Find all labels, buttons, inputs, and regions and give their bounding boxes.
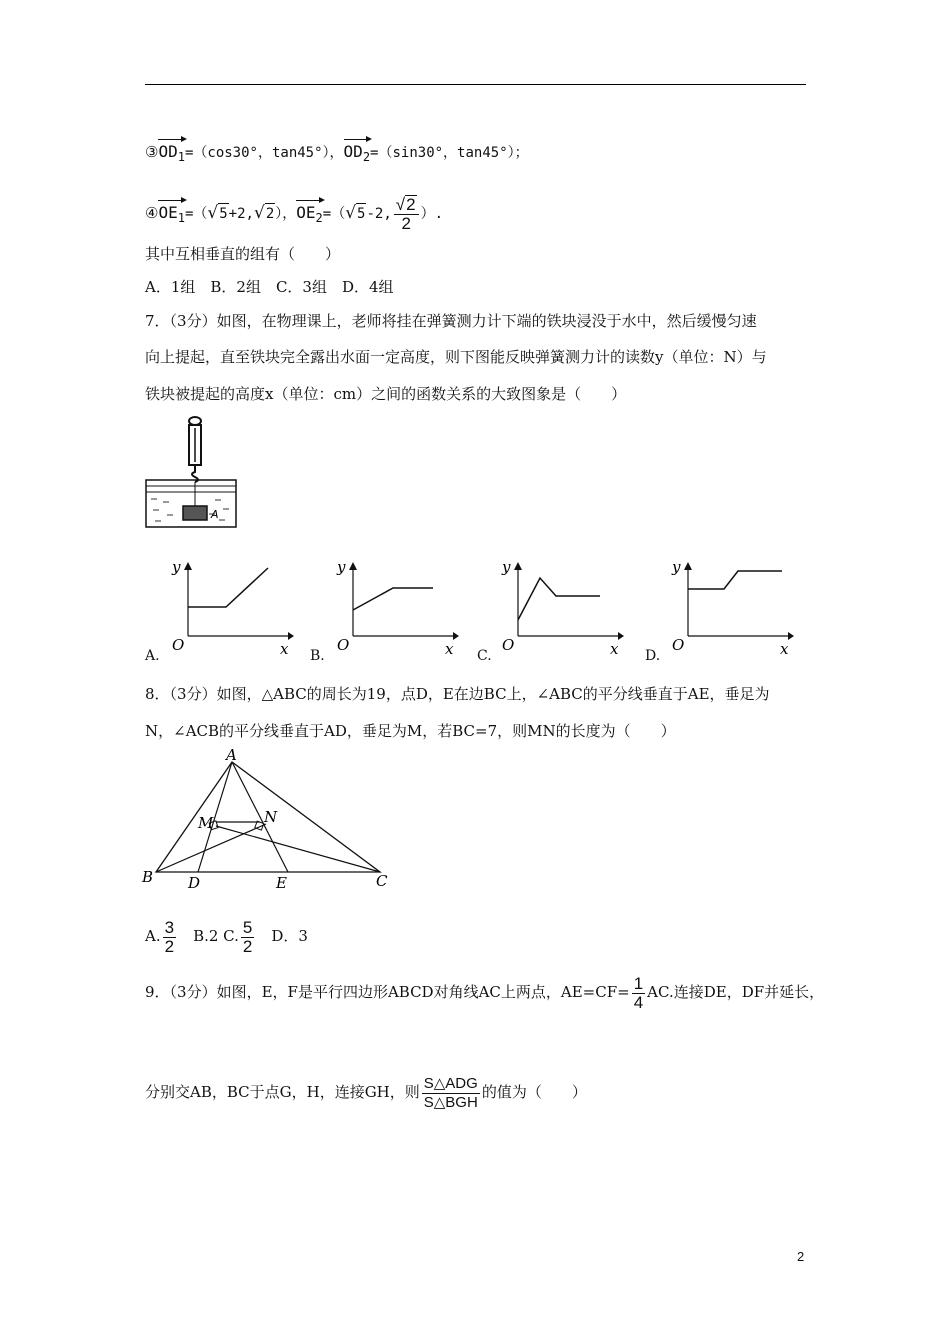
block-label: A — [211, 508, 219, 521]
fraction-sqrt2-over-2: $\frac{√2}{2}$ — [394, 195, 419, 233]
graph-a — [170, 558, 295, 658]
vector-od1: $OD_1$ — [158, 137, 185, 167]
q8-options: A. $\frac{3}{2}$ B.2 C. $\frac{5}{2}$ D．3 — [145, 917, 308, 956]
q7-line3: 铁块被提起的高度x（单位：cm）之间的函数关系的大致图象是（ ） — [145, 385, 627, 403]
graph-c — [500, 558, 625, 658]
svg-text:O: O — [502, 636, 515, 654]
svg-text:C: C — [376, 872, 388, 890]
q9-line2: 分别交AB，BC于点G，H，连接GH，则 $\frac{\text{S△ADG}}{\text{S△BGH}}$ 的值为（ ） — [145, 1074, 587, 1111]
graph-d-letter: D. — [645, 648, 661, 664]
q7-line2: 向上提起，直至铁块完全露出水面一定高度，则下图能反映弹簧测力计的读数y（单位：N）与 — [145, 348, 767, 366]
graph-d — [670, 558, 795, 658]
triangle-abc-figure — [140, 748, 400, 896]
svg-text:y: y — [337, 558, 346, 576]
svg-text:O: O — [672, 636, 685, 654]
header-rule — [145, 84, 806, 85]
svg-text:x: x — [280, 640, 289, 658]
q9-line1: 9．（3分）如图，E，F是平行四边形ABCD对角线AC上两点，AE=CF= $\frac{1}{4}$ AC.连接DE，DF并延长， — [145, 973, 825, 1012]
area-ratio-fraction: $\frac{\text{S△ADG}}{\text{S△BGH}}$ — [423, 1074, 478, 1111]
item-marker: ③ — [145, 143, 159, 161]
q7-line1: 7．（3分）如图，在物理课上，老师将挂在弹簧测力计下端的铁块浸没于水中，然后缓慢匀速 — [145, 312, 757, 330]
fraction-5-2: $\frac{5}{2}$ — [242, 917, 253, 956]
svg-text:y: y — [172, 558, 181, 576]
svg-text:N: N — [264, 808, 278, 826]
svg-text:B: B — [142, 868, 154, 886]
svg-text:E: E — [276, 874, 287, 892]
sqrt-2: 2 — [265, 203, 275, 224]
spring-scale-figure — [145, 414, 240, 529]
fraction-1-4: $\frac{1}{4}$ — [633, 973, 644, 1012]
item-marker: ④ — [145, 204, 159, 222]
svg-text:O: O — [337, 636, 350, 654]
svg-text:x: x — [610, 640, 619, 658]
graph-a-letter: A. — [145, 648, 160, 664]
fraction-3-2: $\frac{3}{2}$ — [164, 917, 175, 956]
graph-b-letter: B. — [310, 648, 325, 664]
svg-text:x: x — [780, 640, 789, 658]
vector-oe2: $OE_2$ — [296, 198, 323, 228]
vector-pair-4: $④OE_1=(√5+2,√2)$，$OE_2=(√5-2$, $\frac{√2}{2}$ ）. — [145, 195, 444, 233]
q8-line2: N，∠ACB的平分线垂直于AD，垂足为M，若BC=7，则MN的长度为（ ） — [145, 722, 676, 740]
graph-c-letter: C. — [477, 648, 492, 664]
svg-text:A: A — [226, 748, 237, 764]
svg-text:M: M — [198, 814, 214, 832]
q6-options: A．1组 B．2组 C．3组 D．4组 — [145, 278, 394, 296]
q6-tail: 其中互相垂直的组有（ ） — [145, 245, 341, 263]
vector-pair-3: $③OD_1=(\cos 30^\circ$，tan45°），$OD_2=(\sin 30^\circ$，tan45°）； — [145, 137, 529, 167]
svg-text:x: x — [445, 640, 454, 658]
svg-text:y: y — [502, 558, 511, 576]
sqrt-5: 5 — [218, 203, 228, 224]
vector-oe1: $OE_1$ — [158, 198, 185, 228]
vector-od2: $OD_2$ — [344, 137, 371, 167]
page-number: 2 — [797, 1249, 805, 1264]
svg-text:D: D — [188, 874, 201, 892]
svg-text:O: O — [172, 636, 185, 654]
svg-text:y: y — [672, 558, 681, 576]
q8-line1: 8．（3分）如图，△ABC的周长为19，点D，E在边BC上，∠ABC的平分线垂直于AE，垂足为 — [145, 685, 770, 703]
graph-b — [335, 558, 460, 658]
